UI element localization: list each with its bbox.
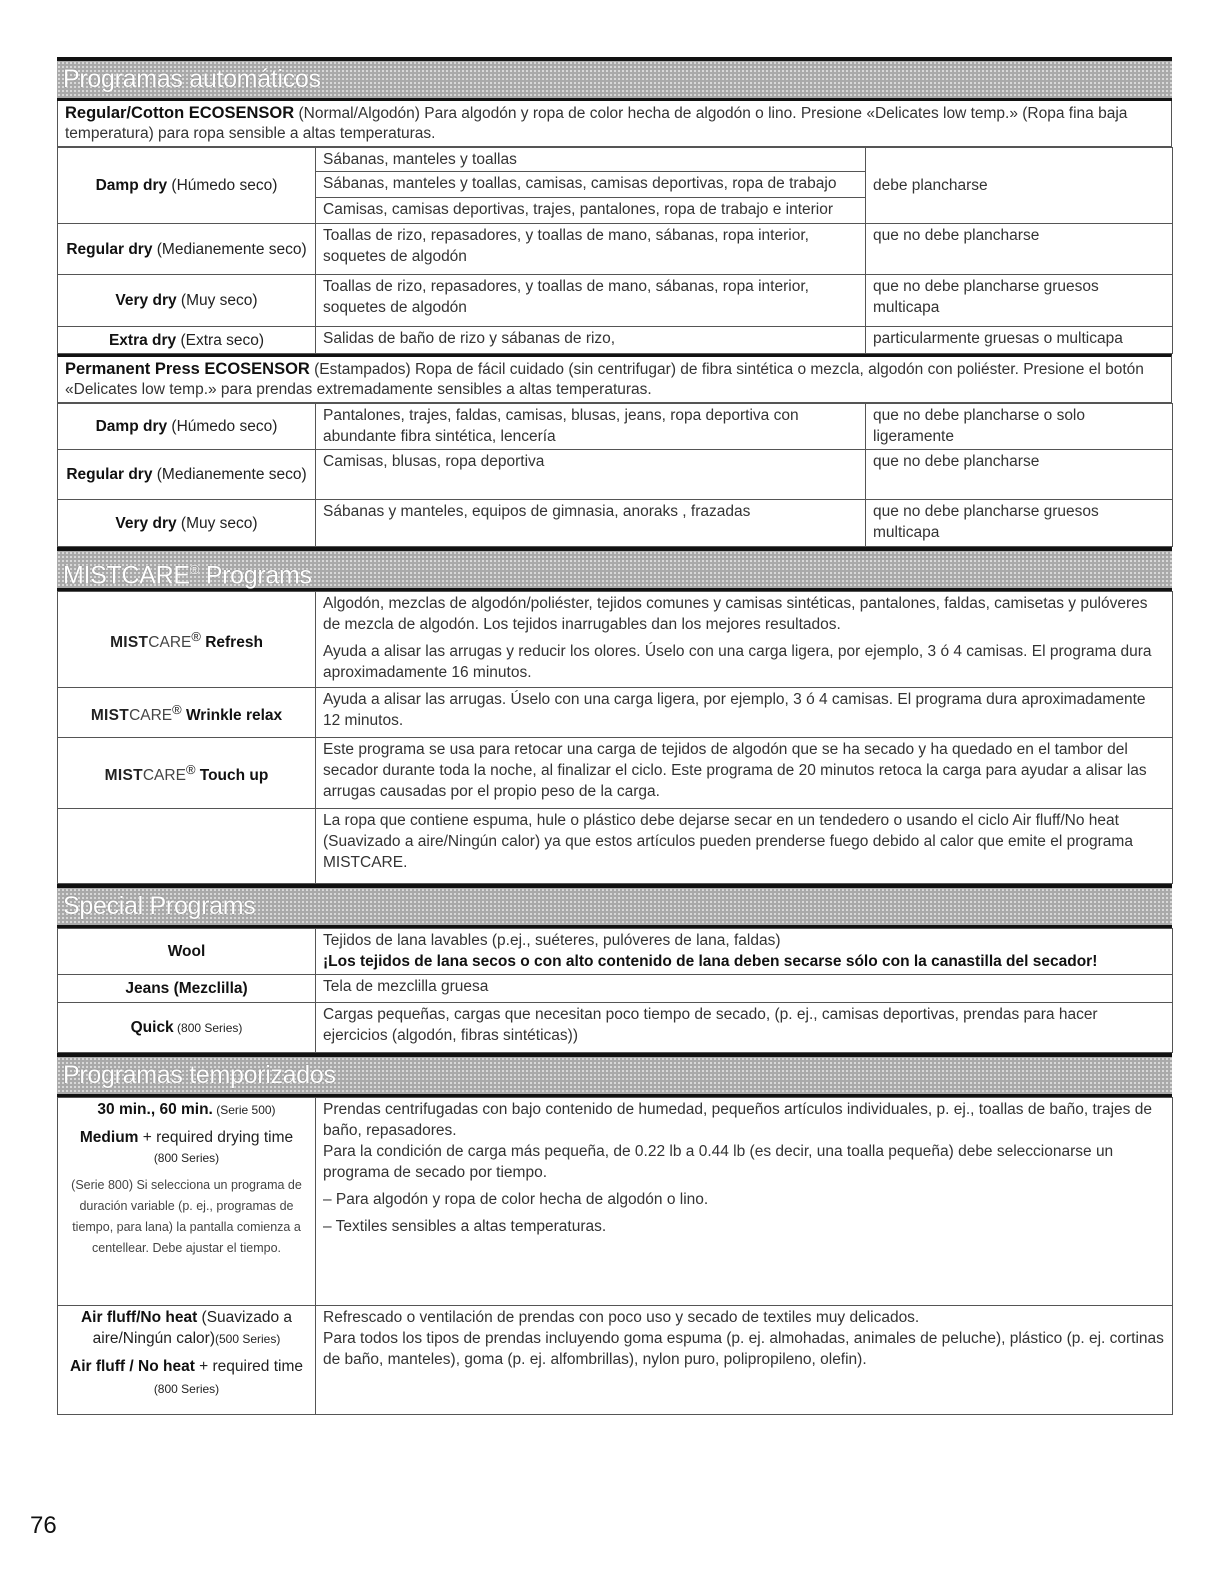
dryness-translation: (Medianemente seco): [152, 240, 307, 258]
dryness-label: Very dry: [115, 514, 177, 532]
dryness-translation: (Extra seco): [176, 331, 265, 349]
description-line: Ayuda a alisar las arrugas y reducir los olores. Úselo con una carga ligera, por ejemplo, 3 ó 4 camisas. El programa dura aproximadamente 16 minutos.: [323, 643, 1152, 681]
series-note: (800 Series): [173, 1020, 243, 1035]
air-fluff-description: [316, 1306, 1173, 1415]
dryness-translation: (Muy seco): [176, 514, 258, 532]
wool-label: [58, 929, 316, 975]
series-note: (500 Series): [214, 1332, 281, 1346]
registered-mark: ®: [172, 701, 182, 717]
program-label: Medium: [79, 1129, 139, 1146]
fabric-description: Toallas de rizo, repasadores, y toallas de mano, sábanas, ropa interior, soquetes de algodón: [316, 224, 866, 275]
section-header-mistcare: [57, 547, 1172, 591]
table-row: [58, 929, 1173, 975]
fabric-description: Pantalones, trajes, faldas, camisas, blusas, jeans, ropa deportiva con abundante fibra sintética, lencería: [316, 404, 866, 450]
program-description: (Estampados) Ropa de fácil cuidado (sin centrifugar) de fibra sintética o mezcla, algodón con poliéster. Presione el botón «Delicates low temp.» para prendas extremadamente sensibles a altas temperaturas.: [65, 361, 1144, 398]
program-suffix: + required time: [194, 1358, 303, 1375]
fabric-description: Salidas de baño de rizo y sábanas de rizo,: [316, 327, 866, 354]
mistcare-touchup-description: Este programa se usa para retocar una carga de tejidos de algodón que se ha secado y ha quedado en el tambor del secador durante toda la noche, al finalizar el ciclo. Este programa de 20 minutos retoca la carga para ayudar a alisar las arrugas causadas por el propio peso de la carga.: [316, 738, 1173, 809]
dryness-level: [58, 500, 316, 547]
air-fluff-800-label: [65, 1356, 308, 1400]
dryness-level: [58, 327, 316, 354]
mistcare-wrinkle-description: Ayuda a alisar las arrugas. Úselo con una carga ligera, por ejemplo, 3 ó 4 camisas. El programa dura aproximadamente 12 minutos.: [316, 688, 1173, 738]
timed-label-medium: [65, 1127, 308, 1148]
program-label: Refresh: [200, 634, 263, 652]
table-row: [58, 1003, 1173, 1053]
table-row: [58, 975, 1173, 1003]
permanent-press-intro: [57, 354, 1172, 403]
quick-description: Cargas pequeñas, cargas que necesitan poco tiempo de secado, (p. ej., camisas deportivas, prendas para hacer ejercicios (algodón, fibras sintéticas)): [316, 1003, 1173, 1053]
description-line: Prendas centrifugadas con bajo contenido de humedad, pequeños artículos individuales, p. ej., toallas de baño, trajes de baño, repasadores.: [323, 1101, 1152, 1139]
fabric-description: Sábanas y manteles, equipos de gimnasia, anoraks , frazadas: [316, 500, 866, 547]
section-header-special: [57, 884, 1172, 928]
timed-table: [57, 1097, 1173, 1415]
ironing-note: particularmente gruesas o multicapa: [866, 327, 1173, 354]
mistcare-table: [57, 591, 1173, 884]
table-row: [58, 500, 1173, 547]
registered-mark: ®: [185, 762, 196, 778]
program-description: (Normal/Algodón) Para algodón y ropa de color hecha de algodón o lino. Presione «Delicates low temp.» (Ropa fina baja temperatura) para ropa sensible a altas temperaturas.: [65, 105, 1128, 142]
table-row: [58, 327, 1173, 354]
jeans-label: [58, 975, 316, 1003]
table-row: [58, 1306, 1173, 1415]
program-label: Jeans (Mezclilla): [125, 980, 248, 997]
permanent-press-table: [57, 403, 1173, 547]
jeans-description: Tela de mezclilla gruesa: [316, 975, 1173, 1003]
dryness-label: Regular dry: [66, 466, 153, 483]
brand-care: CARE: [129, 707, 173, 725]
dryness-label: Extra dry: [108, 331, 177, 349]
series-note: (800 Series): [153, 1151, 220, 1165]
regular-cotton-table: [57, 147, 1173, 354]
dryness-level: [58, 450, 316, 500]
brand-care: CARE: [148, 634, 192, 652]
ironing-note: que no debe plancharse: [866, 450, 1173, 500]
brand-care: CARE: [142, 767, 186, 785]
table-row: [58, 404, 1173, 450]
fabric-description: Camisas, camisas deportivas, trajes, pantalones, ropa de trabajo e interior: [316, 198, 866, 224]
wool-description: [316, 929, 1173, 975]
program-label: 30 min., 60 min.: [97, 1101, 213, 1118]
program-label: Air fluff/No heat: [80, 1309, 198, 1326]
section-title: Special Programs: [63, 892, 256, 920]
section-header-timed: [57, 1053, 1172, 1097]
series-note: (800 Series): [153, 1382, 220, 1396]
table-row: [58, 809, 1173, 884]
dryness-level: [58, 275, 316, 327]
timed-description: [316, 1098, 1173, 1306]
table-row: [58, 688, 1173, 738]
ironing-note: debe plancharse: [866, 148, 1173, 224]
table-row: [58, 148, 1173, 172]
brand-mist: MIST: [104, 767, 143, 785]
dryness-translation: (Muy seco): [176, 292, 258, 309]
description-line: – Textiles sensibles a altas temperaturas.: [323, 1218, 607, 1235]
fabric-description: Sábanas, manteles y toallas: [316, 148, 866, 172]
fabric-description: Toallas de rizo, repasadores, y toallas de mano, sábanas, ropa interior, soquetes de algodón: [316, 275, 866, 327]
regular-cotton-intro: [57, 101, 1172, 147]
mistcare-wrinkle-label: [58, 688, 316, 738]
ironing-note: que no debe plancharse gruesos multicapa: [866, 275, 1173, 327]
program-translation: (Suavizado a aire/Ningún calor): [92, 1309, 293, 1347]
description-line: Para todos los tipos de prendas incluyendo goma espuma (p. ej. almohadas, animales de peluche), plástico (p. ej. cortinas de baño, manteles), goma (p. ej. alfombrillas), nylon puro, polipropileno, olefin).: [323, 1330, 1164, 1368]
empty-cell: [58, 809, 316, 884]
timed-label-30-60: [65, 1099, 308, 1121]
wool-warning: ¡Los tejidos de lana secos o con alto contenido de lana deben secarse sólo con la canastilla del secador!: [323, 953, 1098, 970]
description-line: Algodón, mezclas de algodón/poliéster, tejidos comunes y camisas sintéticas, pantalones, faldas, camisetas y pulóveres de mezcla de algodón. Los tejidos inarrugables dan los mejores resultados.: [323, 595, 1148, 633]
program-name: Regular/Cotton ECOSENSOR: [65, 104, 295, 122]
table-row: [58, 592, 1173, 688]
section-header-automatic: [57, 57, 1172, 101]
table-row: [58, 738, 1173, 809]
section-title: MISTCARE: [63, 561, 190, 590]
ironing-note: que no debe plancharse o solo ligeramente: [866, 404, 1173, 450]
program-label: Air fluff / No heat: [70, 1358, 195, 1375]
dryness-label: Damp dry: [95, 418, 168, 435]
registered-mark: ®: [189, 562, 200, 577]
dryness-translation: (Húmedo seco): [167, 418, 278, 435]
description-line: Para la condición de carga más pequeña, de 0.22 lb a 0.44 lb (es decir, una toalla pequeña) debe seleccionarse un programa de secado por tiempo.: [323, 1143, 1114, 1181]
mistcare-refresh-label: [58, 592, 316, 688]
quick-label: [58, 1003, 316, 1053]
program-name: Permanent Press ECOSENSOR: [65, 360, 310, 378]
description-line: Tejidos de lana lavables (p.ej., suéteres, pulóveres de lana, faldas): [323, 932, 781, 949]
brand-mist: MIST: [110, 634, 149, 652]
fabric-description: Camisas, blusas, ropa deportiva: [316, 450, 866, 500]
table-row: [58, 450, 1173, 500]
fabric-description: Sábanas, manteles y toallas, camisas, camisas deportivas, ropa de trabajo: [316, 172, 866, 198]
mistcare-warning: La ropa que contiene espuma, hule o plástico debe dejarse secar en un tendedero o usando el ciclo Air fluff/No heat (Suavizado a aire/Ningún calor) ya que estos artículos pueden prenderse fuego debido al calor que emite el programa MISTCARE.: [316, 809, 1173, 884]
program-label: Wrinkle relax: [181, 707, 283, 725]
series-note: (Serie 500): [212, 1103, 276, 1117]
dryness-translation: (Húmedo seco): [167, 177, 278, 194]
dryness-label: Damp dry: [95, 177, 168, 194]
table-row: [58, 224, 1173, 275]
mistcare-refresh-description: [316, 592, 1173, 688]
dryness-level: [58, 224, 316, 275]
ironing-note: que no debe plancharse gruesos multicapa: [866, 500, 1173, 547]
dryness-label: Regular dry: [66, 240, 153, 258]
table-row: [58, 275, 1173, 327]
document: [57, 57, 1172, 1415]
special-table: [57, 928, 1173, 1053]
program-suffix: + required drying time: [138, 1129, 294, 1146]
mistcare-touchup-label: [58, 738, 316, 809]
brand-mist: MIST: [90, 707, 130, 725]
program-label: Quick: [130, 1018, 174, 1036]
program-label: Touch up: [195, 767, 269, 785]
timed-labels: [58, 1098, 316, 1306]
section-title-suffix: Programs: [199, 561, 312, 590]
section-title: Programas automáticos: [63, 65, 321, 93]
dryness-level: [58, 404, 316, 450]
air-fluff-500-label: [65, 1307, 308, 1350]
air-fluff-labels: [58, 1306, 316, 1415]
page-number: 76: [30, 1512, 57, 1539]
timed-note: (Serie 800) Si selecciona un programa de duración variable (p. ej., programas de tiempo, para lana) la pantalla comienza a centellear. Debe ajustar el tiempo.: [71, 1178, 302, 1255]
program-label: Wool: [167, 943, 206, 960]
section-title: Programas temporizados: [63, 1061, 336, 1089]
description-line: Refrescado o ventilación de prendas con poco uso y secado de textiles muy delicados.: [323, 1309, 920, 1326]
table-row: [58, 1098, 1173, 1306]
dryness-label: Very dry: [115, 292, 177, 309]
description-line: – Para algodón y ropa de color hecha de algodón o lino.: [323, 1191, 709, 1208]
dryness-level: [58, 148, 316, 224]
registered-mark: ®: [191, 628, 201, 644]
dryness-translation: (Medianemente seco): [152, 466, 307, 483]
ironing-note: que no debe plancharse: [866, 224, 1173, 275]
